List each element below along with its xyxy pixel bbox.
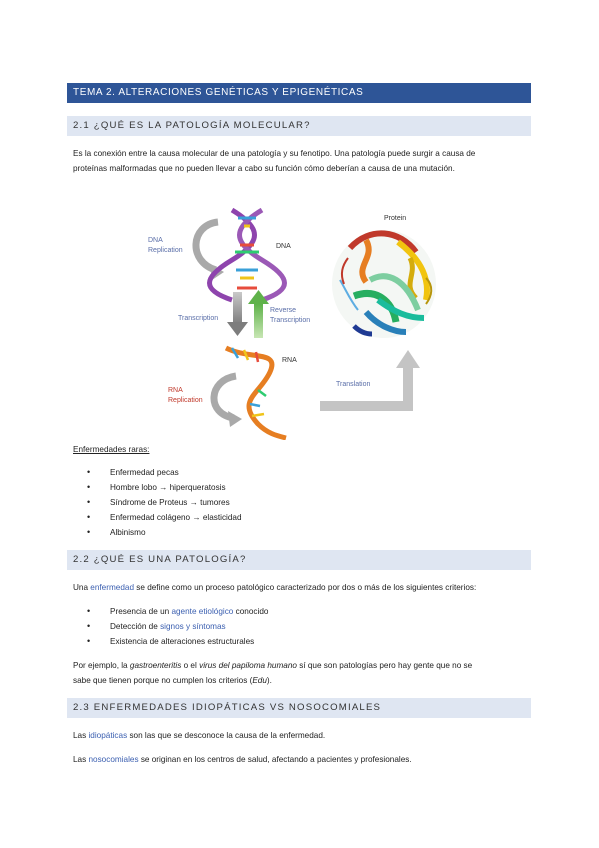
section-heading-2-3: 2.3 ENFERMEDADES IDIOPÁTICAS VS NOSOCOMIALES: [67, 698, 531, 718]
term-signos-sintomas: signos y síntomas: [160, 622, 226, 631]
section-heading-2-2: 2.2 ¿QUÉ ES UNA PATOLOGÍA?: [67, 550, 531, 570]
rare-diseases-heading: Enfermedades raras:: [73, 445, 150, 454]
text: Detección de: [110, 622, 161, 631]
text: Las: [73, 755, 89, 764]
text: se define como un proceso patológico caracterizado por dos o más de los siguientes criterios:: [134, 583, 477, 592]
term-edu: Edu: [252, 676, 267, 685]
list-item: • Síndrome de Proteus → tumores: [73, 495, 242, 510]
rna-replication-arrow: [214, 376, 236, 418]
list-item: • Existencia de alteraciones estructurales: [73, 634, 268, 649]
dna-replication-arrow: [196, 222, 218, 270]
intro-line-1: Es la conexión entre la causa molecular de una patología y su fenotipo. Una patología puede surgir a causa de: [73, 149, 476, 158]
text: sabe que tienen porque no cumplen los criterios (: [73, 676, 253, 685]
idiopathic-paragraph: [73, 728, 529, 743]
term-nosocomiales: nosocomiales: [88, 755, 139, 764]
text: o el: [181, 661, 200, 670]
dna-helix: [210, 210, 285, 300]
term-gastroenteritis: gastroenteritis: [129, 661, 182, 670]
protein-structure: [332, 230, 436, 338]
label-dna: DNA: [276, 243, 291, 250]
text: Las: [73, 731, 89, 740]
list-item: [73, 619, 268, 634]
disease-definition: [73, 580, 529, 595]
text: conocido: [233, 607, 269, 616]
label-rna-replication-1: RNA: [168, 387, 183, 394]
term-enfermedad: enfermedad: [90, 583, 134, 592]
central-dogma-figure: [140, 200, 465, 440]
chapter-heading: TEMA 2. ALTERACIONES GENÉTICAS Y EPIGENÉTICAS: [67, 83, 531, 103]
list-item: • Albinismo: [73, 525, 242, 540]
text: se originan en los centros de salud, afectando a pacientes y profesionales.: [138, 755, 412, 764]
label-dna-replication-2: Replication: [148, 247, 183, 254]
intro-paragraph: [73, 146, 529, 176]
section-heading-2-1: 2.1 ¿QUÉ ES LA PATOLOGÍA MOLECULAR?: [67, 116, 531, 136]
intro-line-2: proteínas malformadas que no pueden llevar a cabo su función cómo deberían a causa de una mutación.: [73, 164, 455, 173]
list-item: • Hombre lobo → hiperqueratosis: [73, 480, 242, 495]
text: Por ejemplo, la: [73, 661, 130, 670]
nosocomial-paragraph: [73, 752, 529, 767]
term-virus-papiloma: virus del papiloma humano: [199, 661, 297, 670]
term-agente-etiologico: agente etiológico: [171, 607, 234, 616]
label-dna-replication-1: DNA: [148, 237, 163, 244]
label-translation: Translation: [336, 381, 371, 388]
label-reverse-2: Transcription: [270, 317, 311, 324]
rna-strand: [226, 348, 286, 438]
label-transcription: Transcription: [178, 315, 219, 322]
criteria-list: [73, 604, 268, 649]
text: sí que son patologías pero hay gente que no se: [296, 661, 473, 670]
label-rna: RNA: [282, 357, 297, 364]
term-idiopaticas: idiopáticas: [88, 731, 128, 740]
text: Presencia de un: [110, 607, 172, 616]
rare-diseases-list: [73, 465, 242, 540]
list-item: • Enfermedad pecas: [73, 465, 242, 480]
text: Una: [73, 583, 91, 592]
text: son las que se desconoce la causa de la enfermedad.: [127, 731, 326, 740]
list-item: • Enfermedad colágeno → elasticidad: [73, 510, 242, 525]
label-rna-replication-2: Replication: [168, 397, 203, 404]
label-reverse-1: Reverse: [270, 307, 297, 314]
text: ).: [266, 676, 272, 685]
label-protein: Protein: [384, 215, 407, 222]
example-paragraph: [73, 658, 529, 688]
transcription-arrow: [233, 292, 242, 324]
list-item: [73, 604, 268, 619]
